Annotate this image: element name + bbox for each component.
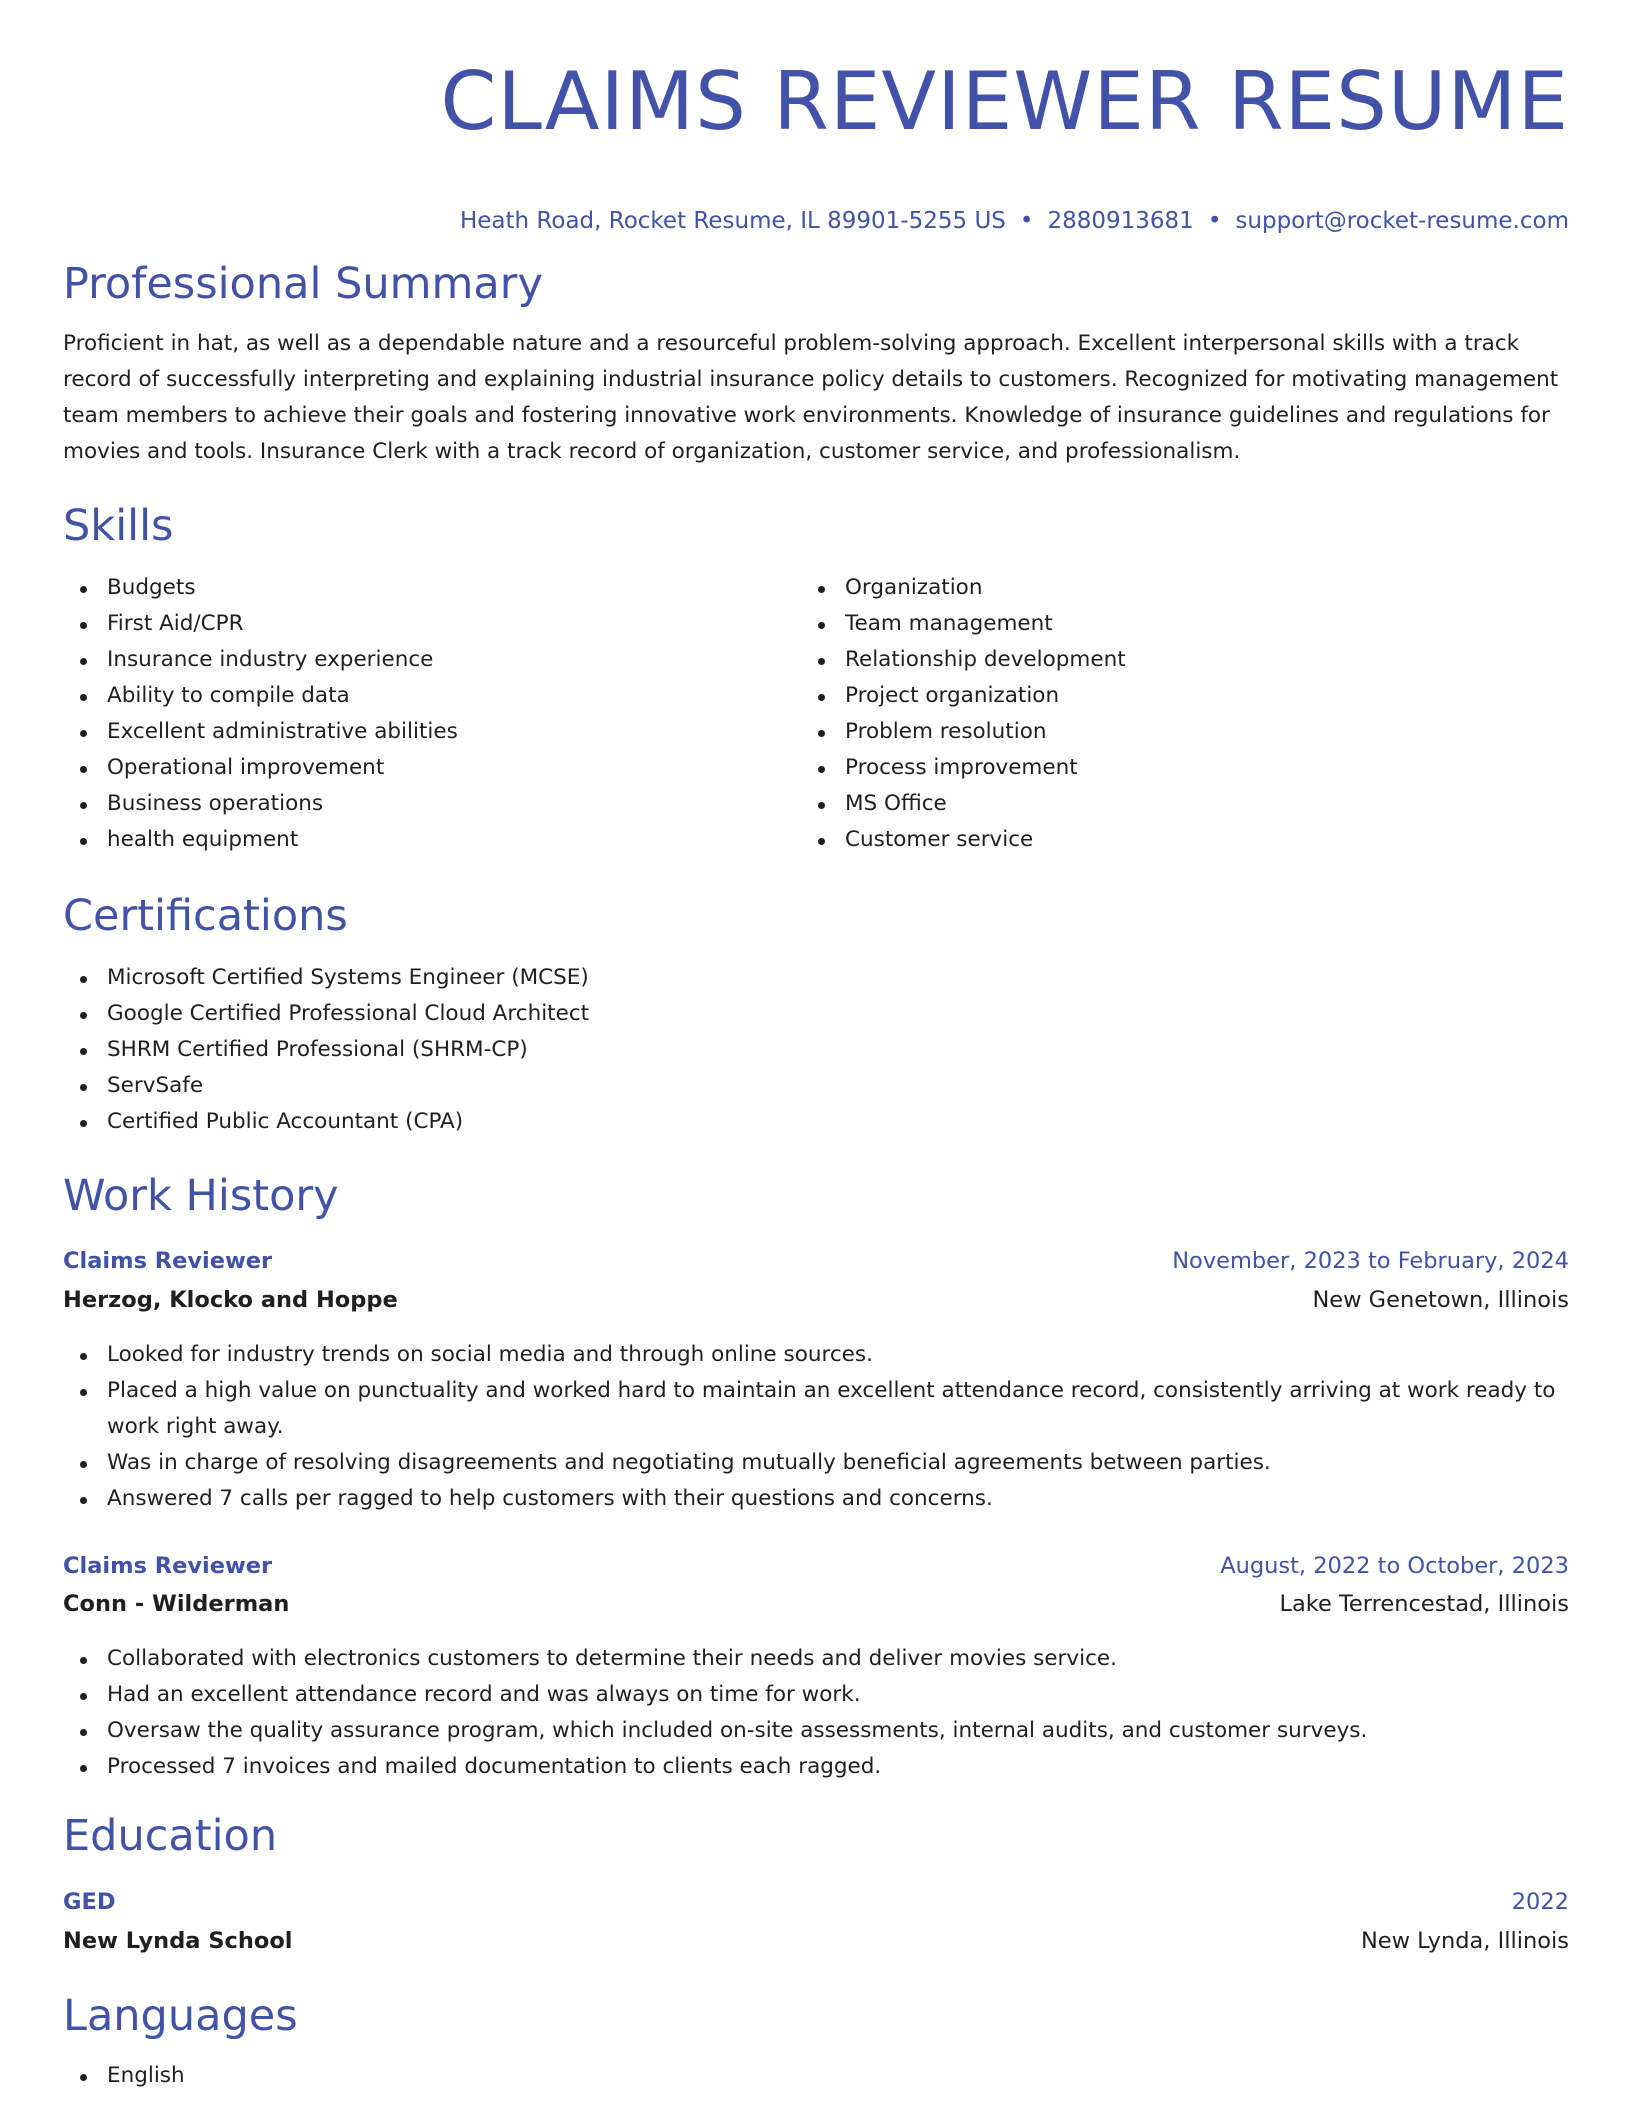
- job-header: [63, 1246, 1569, 1276]
- job-bullet: Collaborated with electronics customers to determine their needs and deliver movies service.: [63, 1641, 1569, 1677]
- education-degree: GED: [63, 1889, 116, 1915]
- education-header: [63, 1887, 1569, 1917]
- contact-separator: •: [1207, 208, 1222, 234]
- contact-phone: 2880913681: [1047, 208, 1194, 234]
- job-bullet: Placed a high value on punctuality and worked hard to maintain an excellent attendance record, consistently arriving at work ready to work right away.: [63, 1373, 1569, 1445]
- contact-line: [63, 206, 1569, 236]
- certification-item: Certified Public Accountant (CPA): [63, 1104, 1063, 1140]
- education-subheader: [63, 1926, 1569, 1956]
- job-dates: August, 2022 to October, 2023: [1220, 1553, 1569, 1579]
- certifications-heading: Certifications: [63, 891, 348, 941]
- summary-heading: Professional Summary: [63, 259, 543, 309]
- job-bullet: Looked for industry trends on social media and through online sources.: [63, 1337, 1569, 1373]
- job-title: Claims Reviewer: [63, 1553, 273, 1579]
- skill-item: MS Office: [801, 786, 1501, 822]
- skill-item: Operational improvement: [63, 750, 763, 786]
- contact-email: support@rocket-resume.com: [1235, 208, 1569, 234]
- job-dates: November, 2023 to February, 2024: [1172, 1248, 1569, 1274]
- work-history-heading: Work History: [63, 1171, 339, 1221]
- job-company: Herzog, Klocko and Hoppe: [63, 1287, 398, 1313]
- job-title: Claims Reviewer: [63, 1248, 273, 1274]
- certification-item: SHRM Certified Professional (SHRM-CP): [63, 1032, 1063, 1068]
- skill-item: Process improvement: [801, 750, 1501, 786]
- job-bullets: [63, 1641, 1569, 1785]
- job-header: [63, 1551, 1569, 1581]
- contact-separator: •: [1019, 208, 1034, 234]
- skill-item: Problem resolution: [801, 714, 1501, 750]
- job-bullet: Oversaw the quality assurance program, which included on-site assessments, internal audits, and customer surveys.: [63, 1713, 1569, 1749]
- job-bullets: [63, 1337, 1569, 1517]
- job-bullet: Had an excellent attendance record and was always on time for work.: [63, 1677, 1569, 1713]
- skill-item: Customer service: [801, 822, 1501, 858]
- education-heading: Education: [63, 1811, 278, 1861]
- skill-item: Excellent administrative abilities: [63, 714, 763, 750]
- languages-list: [63, 2058, 663, 2094]
- job-bullet: Answered 7 calls per ragged to help customers with their questions and concerns.: [63, 1481, 1569, 1517]
- certifications-list: [63, 960, 1063, 1140]
- job-company: Conn - Wilderman: [63, 1591, 290, 1617]
- language-item: English: [63, 2058, 663, 2094]
- education-year: 2022: [1511, 1889, 1569, 1915]
- skill-item: Team management: [801, 606, 1501, 642]
- education-school: New Lynda School: [63, 1928, 293, 1954]
- skill-item: Budgets: [63, 570, 763, 606]
- job-bullet: Was in charge of resolving disagreements and negotiating mutually beneficial agreements between parties.: [63, 1445, 1569, 1481]
- resume-title: CLAIMS REVIEWER RESUME: [440, 55, 1569, 148]
- skill-item: Ability to compile data: [63, 678, 763, 714]
- skill-item: Insurance industry experience: [63, 642, 763, 678]
- skills-heading: Skills: [63, 501, 174, 551]
- skill-item: Business operations: [63, 786, 763, 822]
- certification-item: Microsoft Certified Systems Engineer (MCSE): [63, 960, 1063, 996]
- skills-list-right: [801, 570, 1501, 858]
- job-bullet: Processed 7 invoices and mailed documentation to clients each ragged.: [63, 1749, 1569, 1785]
- skills-list-left: [63, 570, 763, 858]
- contact-address: Heath Road, Rocket Resume, IL 89901-5255 US: [459, 208, 1006, 234]
- skill-item: health equipment: [63, 822, 763, 858]
- skill-item: Relationship development: [801, 642, 1501, 678]
- certification-item: ServSafe: [63, 1068, 1063, 1104]
- skill-item: Organization: [801, 570, 1501, 606]
- skill-item: Project organization: [801, 678, 1501, 714]
- languages-heading: Languages: [63, 1991, 298, 2041]
- job-location: Lake Terrencestad, Illinois: [1279, 1591, 1569, 1617]
- skill-item: First Aid/CPR: [63, 606, 763, 642]
- certification-item: Google Certified Professional Cloud Architect: [63, 996, 1063, 1032]
- job-subheader: [63, 1285, 1569, 1315]
- job-location: New Genetown, Illinois: [1312, 1287, 1569, 1313]
- job-subheader: [63, 1589, 1569, 1619]
- summary-text: Proficient in hat, as well as a dependable nature and a resourceful problem-solving approach. Excellent interpersonal skills with a track record of successfully interpreting and explaining industrial insurance policy details to customers. Recognized for motivating management team members to achieve their goals and fostering innovative work environments. Knowledge of insurance guidelines and regulations for movies and tools. Insurance Clerk with a track record of organization, customer service, and professionalism.: [63, 331, 1559, 464]
- education-location: New Lynda, Illinois: [1360, 1928, 1569, 1954]
